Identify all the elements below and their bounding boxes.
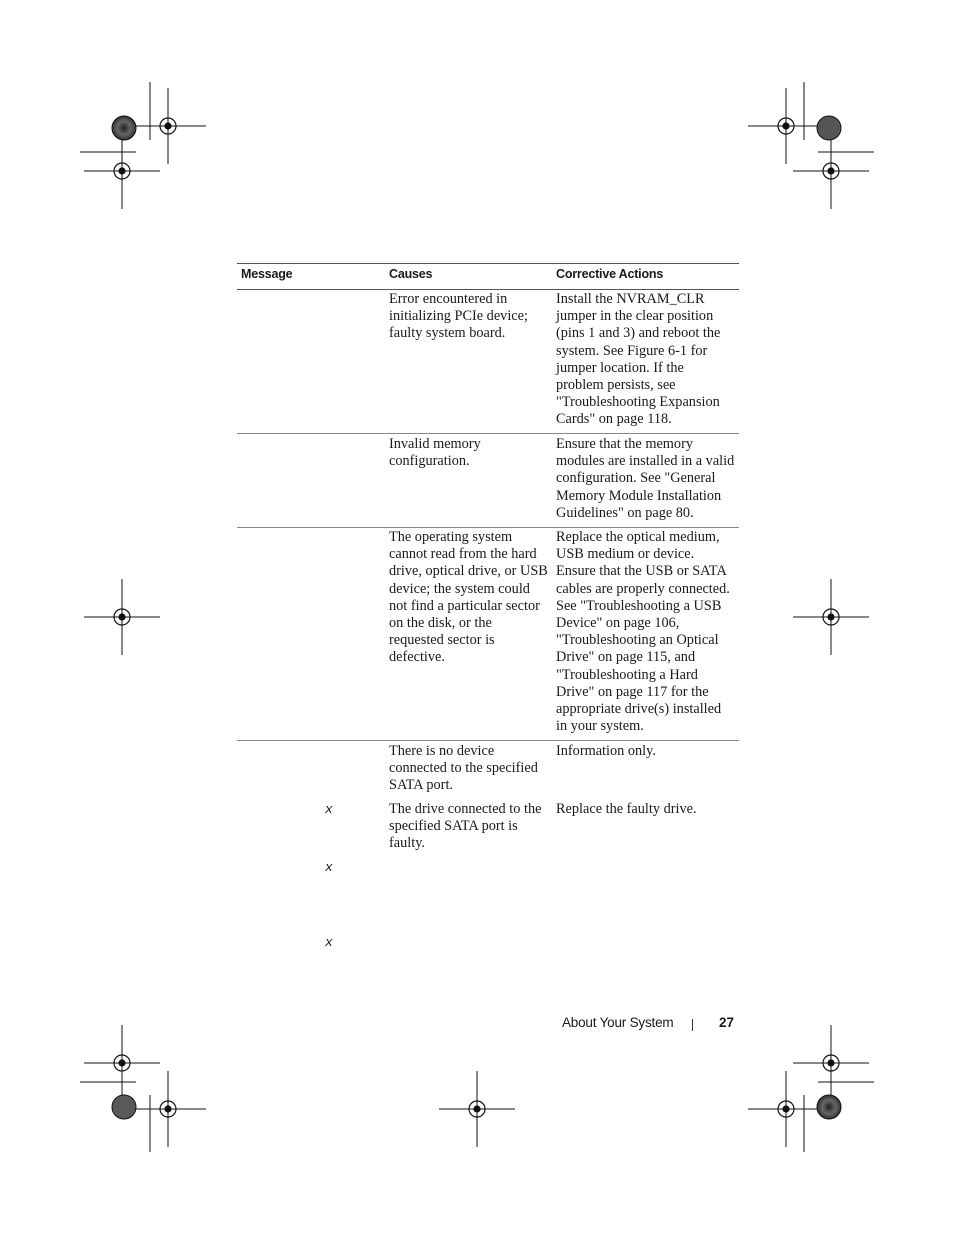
table-header [237,263,739,290]
message-cell: x [325,802,333,817]
table-row [237,740,739,794]
cause-cell: The drive connected to the specified SATA port is faulty. [389,801,542,852]
message-cell: x [325,860,333,875]
action-cell: Replace the faulty drive. [556,801,697,817]
header-message: Message [241,267,293,281]
header-causes: Causes [389,267,433,281]
footer-separator [692,1019,693,1031]
footer-section-title: About Your System [562,1015,674,1030]
header-corrective-actions: Corrective Actions [556,267,664,281]
message-cell: x [325,935,333,950]
cause-cell: Error encountered in initializing PCIe device; faulty system board. [389,291,528,342]
cause-cell: There is no device connected to the specified SATA port. [389,743,538,794]
cause-cell: The operating system cannot read from the hard drive, optical drive, or USB device; the system could not find a particular sector on the disk, or the requested sector is defective. [389,529,548,666]
action-cell: Install the NVRAM_CLR jumper in the clear position (pins 1 and 3) and reboot the system. See Figure 6-1 for jumper location. If the problem persists, see "Troubleshooting Expansion Cards" on page 118. [556,291,721,428]
action-cell: Information only. [556,743,656,759]
table-row [237,527,739,735]
action-cell: Replace the optical medium, USB medium or device. Ensure that the USB or SATA cables are properly connected. See "Troubleshooting a USB Device" on page 106, "Troubleshooting an Optical Drive" on page 115, and "Troubleshooting a Hard Drive" on page 117 for the appropriate drive(s) installed in your system. [556,529,730,735]
cause-cell: Invalid memory configuration. [389,436,481,470]
page-number: 27 [719,1015,735,1030]
action-cell: Ensure that the memory modules are installed in a valid configuration. See "General Memory Module Installation Guidelines" on page 80. [556,436,735,521]
error-message-table [237,263,739,950]
table-row [237,433,739,521]
